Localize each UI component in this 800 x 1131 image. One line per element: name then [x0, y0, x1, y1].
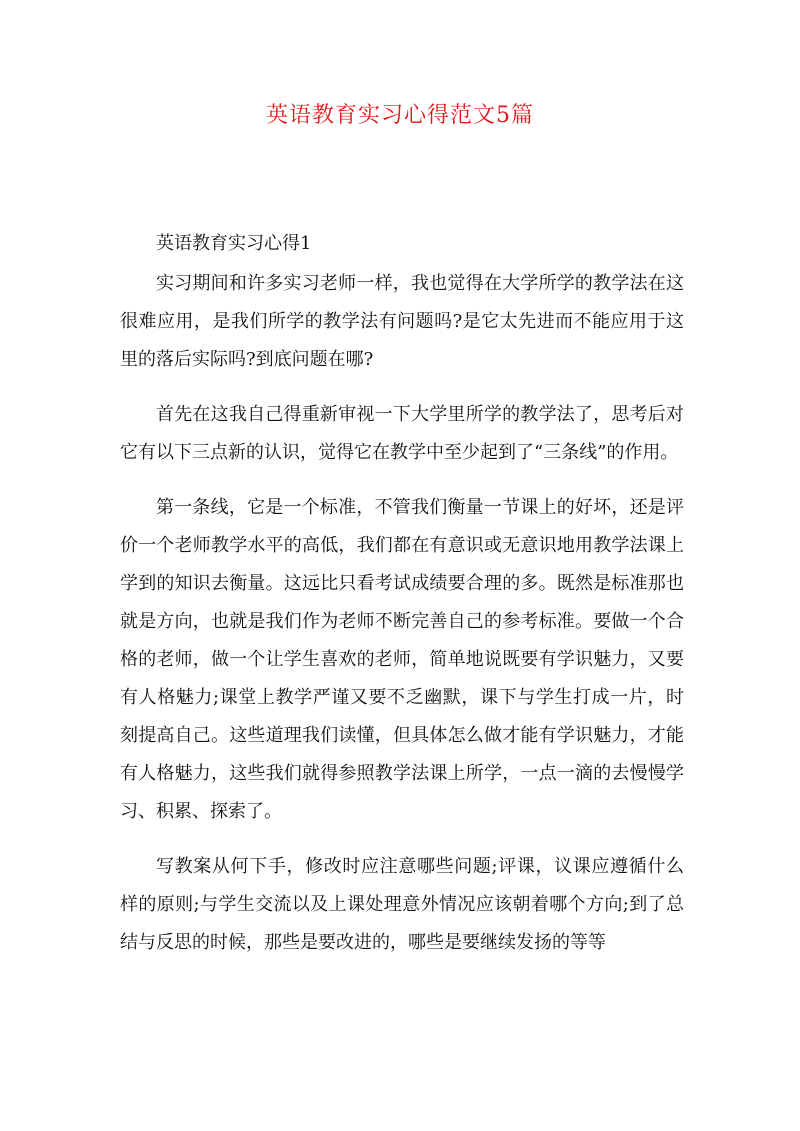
section-heading: 英语教育实习心得1	[156, 233, 312, 254]
document-title: 英语教育实习心得范文5篇	[266, 103, 534, 128]
document-body	[120, 225, 684, 979]
paragraph-1: 实习期间和许多实习老师一样，我也觉得在大学所学的教学法在这很难应用，是我们所学的教学法有问题吗?是它太先进而不能应用于这里的落后实际吗?到底问题在哪?	[120, 273, 684, 370]
paragraph-4: 写教案从何下手，修改时应注意哪些问题;评课，议课应遵循什么样的原则;与学生交流以及上课处理意外情况应该朝着哪个方向;到了总结与反思的时候，那些是要改进的，哪些是要继续发扬的等等	[120, 856, 684, 953]
paragraph-2: 首先在这我自己得重新审视一下大学里所学的教学法了，思考后对它有以下三点新的认识，觉得它在教学中至少起到了“三条线”的作用。	[120, 404, 684, 463]
paragraph-3: 第一条线，它是一个标准，不管我们衡量一节课上的好坏，还是评价一个老师教学水平的高低，我们都在有意识或无意识地用教学法课上学到的知识去衡量。这远比只看考试成绩要合理的多。既然是标准那也就是方向，也就是我们作为老师不断完善自己的参考标准。要做一个合格的老师，做一个让学生喜欢的老师，简单地说既要有学识魅力，又要有人格魅力;课堂上教学严谨又要不乏幽默，课下与学生打成一片，时刻提高自己。这些道理我们读懂，但具体怎么做才能有学识魅力，才能有人格魅力，这些我们就得参照教学法课上所学，一点一滴的去慢慢学习、积累、探索了。	[120, 497, 684, 822]
